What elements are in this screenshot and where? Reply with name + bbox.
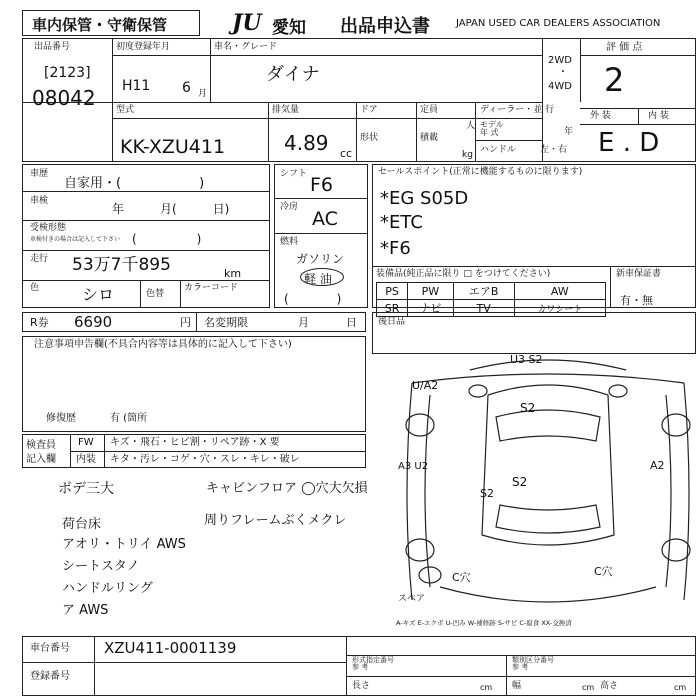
shape-label: 形状	[360, 133, 379, 143]
mark-u3-s2: U3 S2	[510, 353, 543, 366]
ukeju-label: 受検形態	[30, 223, 67, 233]
note-line-4: アオリ・トリイ AWS	[62, 537, 186, 552]
form-title: 出品申込書	[340, 16, 430, 37]
note-line-7: ハンドルリング	[62, 581, 153, 596]
equip-aw: AW	[514, 283, 605, 300]
cap-label: 定員	[420, 105, 439, 115]
equip-ps: PS	[377, 283, 408, 300]
equip-navi: ナビ	[408, 300, 454, 317]
spare-label: スペア	[398, 594, 426, 604]
after-frame	[372, 312, 696, 354]
mark-c-hole-right: C穴	[594, 565, 613, 578]
equip-label: 装備品(純正品に限り □ をつけてください)	[376, 269, 551, 279]
color-code-label: カラーコード	[184, 283, 239, 293]
shift-value: F6	[310, 174, 334, 196]
recycle-value: 6690	[74, 313, 113, 331]
mark-c-hole-left: C穴	[452, 571, 471, 584]
height-cm: cm	[674, 683, 687, 692]
fuel-label: 燃料	[280, 237, 299, 247]
drive-2wd: 2WD	[548, 55, 572, 66]
fuel-value2: 軽 油	[304, 272, 332, 286]
mileage-label: 走行	[30, 254, 49, 264]
warranty-value: 有・無	[620, 294, 653, 307]
model-year-label: モデル 年 式	[480, 120, 504, 137]
fuel-paren: ( )	[284, 292, 342, 306]
note-line-5: 周りフレームぶくメクレ	[204, 513, 347, 528]
ukeju-value: ( )	[132, 232, 202, 246]
model-label: 型式	[116, 105, 135, 115]
mark-s2-center: S2	[512, 475, 528, 489]
grade-label: 評 価 点	[606, 42, 643, 53]
reg-label: 初度登録年月	[116, 42, 171, 52]
width-cm: cm	[582, 683, 595, 692]
mileage-unit: km	[224, 267, 242, 280]
height-label: 高さ	[600, 681, 619, 691]
drive-dot: ・	[558, 67, 568, 78]
length-cm: cm	[480, 683, 493, 692]
recycle-unit: 円	[180, 316, 191, 329]
wheel-front-right	[662, 414, 690, 436]
color-label: 色	[30, 283, 40, 293]
sales-label: セールスポイント(正常に機能するものに限ります)	[378, 167, 583, 177]
plate-label: 登録番号	[30, 671, 70, 682]
sales-item-3: *F6	[380, 238, 411, 259]
left-side	[407, 383, 412, 600]
after-label: 後日品	[378, 317, 406, 327]
sales-item-1: *EG S05D	[380, 188, 469, 209]
repair-label: 修復歴	[46, 413, 76, 424]
lot-number: 08042	[32, 86, 96, 110]
handle-label: ハンドル	[480, 145, 517, 155]
category-label: 類別区分番号 参 考	[512, 656, 554, 671]
mileage-value: 53万7千895	[72, 255, 171, 275]
front-bumper	[470, 360, 626, 370]
ac-value: AC	[312, 208, 338, 230]
shift-label: シフト	[280, 169, 308, 179]
right-side	[684, 383, 689, 600]
equip-airbag: エアB	[453, 283, 514, 300]
drive-4wd: 4WD	[548, 81, 572, 92]
mark-ua2: U/A2	[412, 379, 439, 392]
note-line-6: シートスタノ	[62, 559, 140, 574]
dealer-label: ディーラー・並 行	[480, 105, 555, 115]
equip-pw: PW	[408, 283, 454, 300]
english-title: JAPAN USED CAR DEALERS ASSOCIATION	[456, 18, 661, 29]
mark-a3-u2: A3 U2	[398, 461, 429, 472]
repair-value: 有 (箇所	[110, 413, 148, 424]
mark-s2-left: S2	[480, 487, 494, 500]
recycle-label: R券	[30, 316, 49, 329]
ext-int-value: E . D	[598, 128, 660, 158]
width-label: 幅	[512, 681, 522, 691]
handle-value: 左・右	[540, 145, 568, 155]
door-label: ドア	[360, 105, 378, 115]
rear-window	[496, 505, 600, 533]
warranty-label: 新車保証書	[616, 269, 662, 279]
cap-unit: 人	[466, 121, 476, 131]
mark-a2: A2	[650, 459, 665, 472]
fw-label: FW	[78, 437, 94, 448]
note-line-8: ア AWS	[62, 603, 109, 618]
length-label: 長さ	[352, 681, 371, 691]
inspection-label: 車検	[30, 196, 49, 206]
name-change-month: 月	[298, 316, 309, 329]
note-line-1: ボデ三大	[58, 481, 114, 497]
lot-label: 出品番号	[34, 42, 71, 52]
disp-value: 4.89	[284, 131, 329, 155]
fuel-circle	[300, 268, 344, 286]
sales-item-2: *ETC	[380, 212, 423, 233]
name-label: 車名・グレード	[214, 42, 278, 52]
front-edge	[412, 374, 684, 383]
name-change-day: 日	[346, 316, 357, 329]
inspection-value: 年 月( 日)	[112, 202, 230, 216]
equip-leather: カワシート	[514, 300, 605, 317]
fw-items: キズ・飛石・ヒビ割・リペア跡・X 要	[110, 437, 280, 448]
model-value: KK-XZU411	[120, 136, 226, 158]
mirror-right	[609, 385, 627, 397]
vin-value: XZU411-0001139	[104, 639, 237, 657]
car-diagram	[400, 355, 696, 630]
year-unit: 年	[564, 127, 574, 137]
damage-legend: A-キズ E-エクボ U-凹み W-補修跡 S-サビ C-腐食 XX-交換済	[396, 619, 572, 627]
equip-sr: SR	[377, 300, 408, 317]
use-label: 車歴	[30, 169, 49, 179]
ac-label: 冷房	[280, 202, 299, 212]
wheel-rear-right	[662, 539, 690, 561]
notes-label: 注意事項申告欄(不具合内容等は具体的に記入して下さい)	[34, 339, 292, 350]
month-unit: 月	[198, 89, 208, 99]
fuel-value1: ガソリン	[296, 252, 345, 266]
wheel-front-left	[406, 414, 434, 436]
interior-label: 内装	[76, 454, 96, 465]
rear-edge	[440, 587, 656, 602]
org-name: 愛知	[272, 18, 306, 38]
spare-wheel	[419, 567, 441, 583]
mirror-left	[469, 385, 487, 397]
storage-title: 車内保管・守衛保管	[32, 16, 168, 34]
equip-tv: TV	[453, 300, 514, 317]
color-change-label: 色替	[146, 289, 165, 299]
lot-sub: [2123]	[44, 65, 91, 81]
note-line-2: キャビンフロア ◯穴大欠損	[206, 481, 368, 496]
body-outline	[482, 385, 614, 545]
vin-label: 車台番号	[30, 643, 70, 654]
ju-logo: JU	[232, 10, 262, 36]
use-value: 自家用・( )	[64, 176, 205, 191]
form-type-label: 形式指定番号 参 考	[352, 656, 394, 671]
color-value: シロ	[82, 285, 115, 304]
reg-month: 6	[182, 80, 191, 96]
disp-label: 排気量	[272, 105, 300, 115]
load-label: 積載	[420, 133, 439, 143]
windshield	[496, 410, 600, 441]
note-line-3: 荷台床	[62, 517, 102, 532]
name-value: ダイナ	[266, 64, 320, 85]
load-unit: kg	[462, 150, 473, 160]
interior-items: キタ・汚レ・コゲ・穴・スレ・キレ・破レ	[110, 454, 300, 465]
int-label: 内 装	[648, 111, 669, 121]
reg-value: H11	[122, 78, 151, 94]
mark-s2-top: S2	[520, 401, 536, 415]
name-change-label: 名変期限	[204, 316, 248, 329]
wheel-rear-left	[406, 539, 434, 561]
ext-label: 外 装	[590, 111, 611, 121]
disp-unit: cc	[340, 147, 353, 160]
grade-value: 2	[604, 61, 625, 99]
inspector-label: 検査員 記入欄	[26, 440, 56, 465]
ukeju-sub: 車検付きの場合は記入して下さい	[30, 236, 121, 243]
